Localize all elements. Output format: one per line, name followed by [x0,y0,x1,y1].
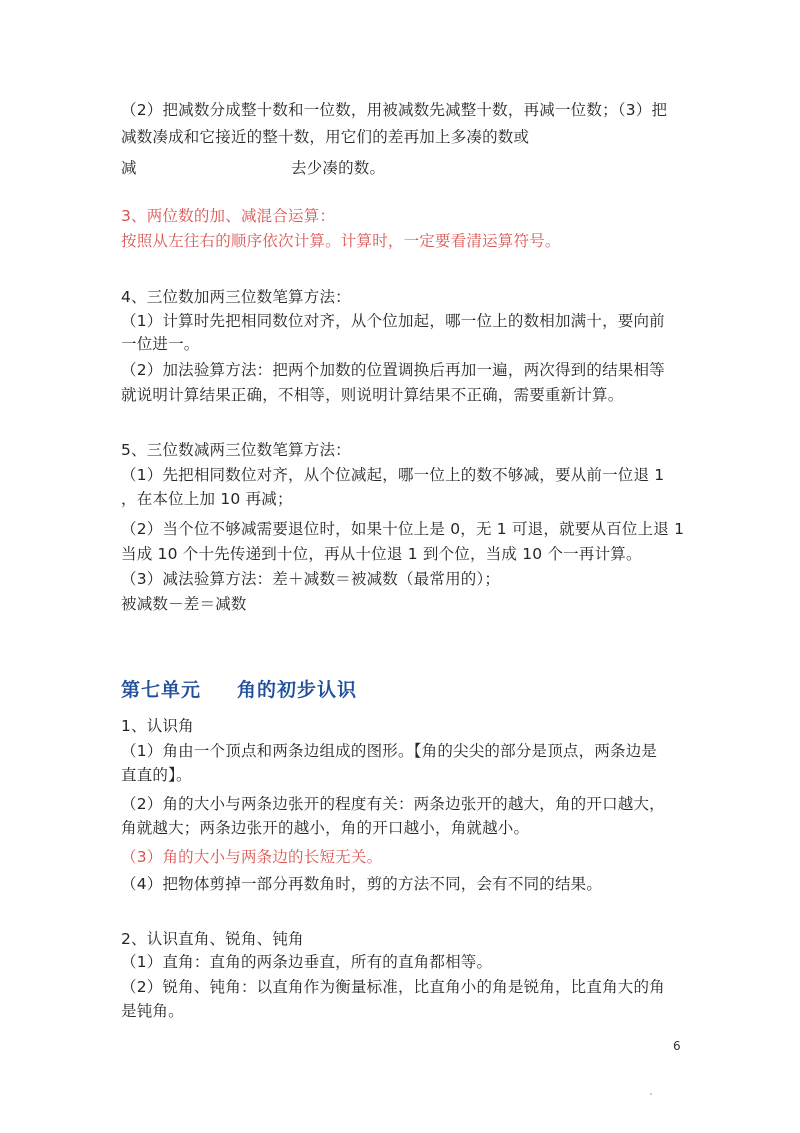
unit-title: 角的初步认识 [237,679,358,701]
text-line-highlight: （3）角的大小与两条边的长短无关。 [121,848,383,866]
text-line: （1）直角：直角的两条边垂直，所有的直角都相等。 [121,953,493,971]
text-line-highlight: 按照从左往右的顺序依次计算。计算时，一定要看清运算符号。 [121,232,561,250]
speck-decoration [650,1093,652,1095]
unit-number: 第七单元 [121,679,202,701]
text-line: 减数凑成和它接近的整十数，用它们的差再加上多凑的数或 [121,128,530,146]
text-line: （4）把物体剪掉一部分再数角时，剪的方法不同，会有不同的结果。 [121,875,603,893]
unit-heading [121,675,357,702]
text-line: 被减数－差＝减数 [121,595,247,613]
text-line: ，在本位上加 10 再减； [121,490,293,508]
text-line: （2）当个位不够减需要退位时，如果十位上是 0，无 1 可退，就要从百位上退 1 [121,520,685,538]
section-title: 4、三位数加两三位数笔算方法： [121,288,351,306]
text-line: （1）角由一个顶点和两条边组成的图形。【角的尖尖的部分是顶点，两条边是 [121,742,658,760]
text-line: 角就越大；两条边张开的越小，角的开口越小，角就越小。 [121,819,530,837]
text-line: （3）减法验算方法：差＋减数＝被减数（最常用的）； [121,570,501,588]
page-number: 6 [673,1039,681,1053]
text-line: 当成 10 个十先传递到十位，再从十位退 1 到个位，当成 10 个一再计算。 [121,545,642,563]
section-title: 2、认识直角、锐角、钝角 [121,930,304,948]
text-line: （1）先把相同数位对齐，从个位减起，哪一位上的数不够减，要从前一位退 1 [121,466,665,484]
section-title: 1、认识角 [121,717,194,735]
text-line: 一位进一。 [121,335,200,353]
text-line: （2）锐角、钝角：以直角作为衡量标准，比直角小的角是锐角，比直角大的角 [121,978,665,996]
text-line: 直直的】。 [121,766,192,784]
section-title: 3、两位数的加、减混合运算： [121,207,336,225]
text-line: 是钝角。 [121,1002,184,1020]
text-line: （2）把减数分成整十数和一位数，用被减数先减整十数，再减一位数；（3）把 [121,101,668,119]
text-line: 就说明计算结果正确，不相等，则说明计算结果不正确，需要重新计算。 [121,386,624,404]
text-line: 去少凑的数。 [291,159,386,177]
text-line: （2）角的大小与两条边张开的程度有关：两条边张开的越大，角的开口越大， [121,795,665,813]
text-line: （2）加法验算方法：把两个加数的位置调换后再加一遍，两次得到的结果相等 [121,361,665,379]
text-line: 减 [121,159,137,177]
text-line: （1）计算时先把相同数位对齐，从个位加起，哪一位上的数相加满十，要向前 [121,312,665,330]
section-title: 5、三位数减两三位数笔算方法： [121,441,351,459]
